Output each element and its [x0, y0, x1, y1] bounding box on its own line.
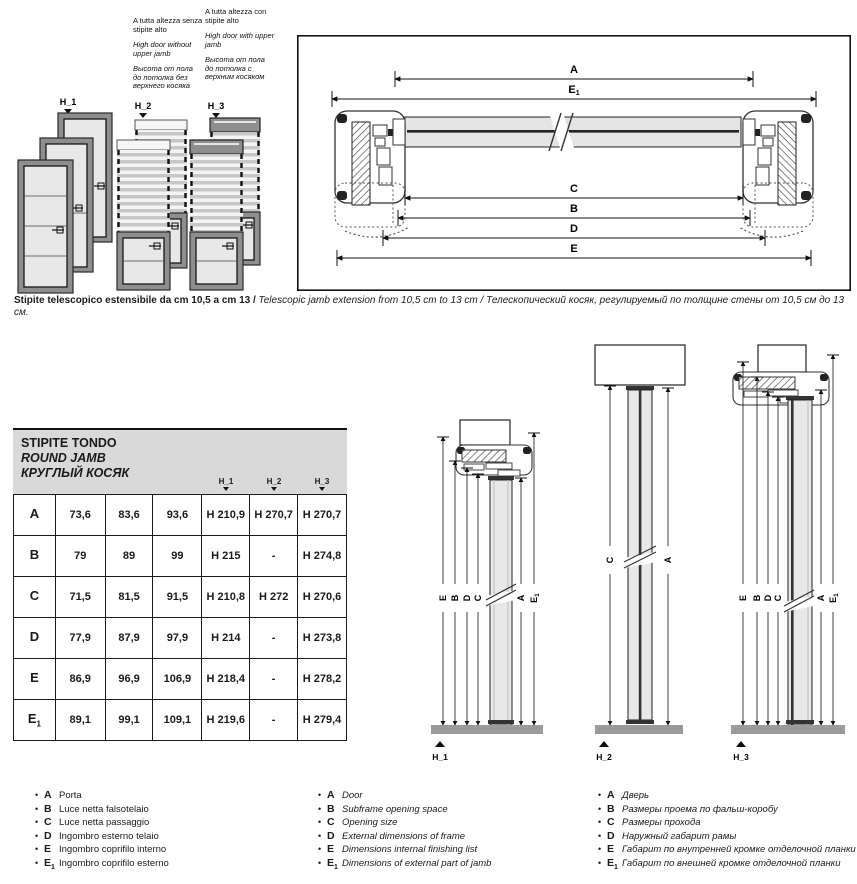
- dimension-table: [13, 428, 347, 741]
- table-title-ru: КРУГЛЫЙ КОСЯК: [21, 466, 130, 480]
- dim-label-e: E: [570, 243, 578, 255]
- caption-translations: Telescopic jamb extension from 10,5 cm to 13 cm / Телескопический косяк, регулируемый по толщине стены от 10,5 см до 13 см.: [14, 295, 845, 318]
- column-header-h2: H_2: [250, 477, 298, 491]
- dim-label-c: C: [773, 594, 783, 602]
- dim-label-e1: $E_1$: [529, 593, 541, 603]
- bullet-icon: •: [35, 790, 39, 800]
- door-h1-front: [18, 160, 73, 293]
- table-row: $E_1$ 89,1 99,1 109,1 H 219,6 - H 279,4: [14, 700, 347, 741]
- annotation-with-upper-jamb: [205, 8, 275, 89]
- down-arrow-icon: [139, 113, 147, 118]
- legend-item: • $E_1$ Габарит по внешней кромке отделочной планки: [598, 856, 841, 871]
- section-h1-label: H_1: [432, 752, 448, 762]
- bullet-icon: •: [35, 803, 39, 814]
- legend-item: • B Luce netta falsotelaio: [35, 802, 149, 815]
- dim-label-a: A: [663, 556, 673, 564]
- table-title: [21, 436, 129, 481]
- bullet-icon: •: [35, 817, 39, 827]
- legend-item: • D Наружный габарит рамы: [598, 829, 737, 842]
- bullet-icon: •: [598, 790, 602, 800]
- door-h2-front: [117, 140, 170, 290]
- up-arrow-icon: [736, 741, 746, 747]
- dim-label-c: C: [473, 594, 483, 602]
- legend-russian: [598, 789, 856, 870]
- table-header: [13, 428, 347, 494]
- bullet-icon: •: [318, 817, 322, 827]
- dim-label-d: D: [570, 223, 578, 235]
- legend-item: • E Dimensions internal finishing list: [318, 843, 478, 855]
- dim-label-e1: E1: [568, 84, 580, 97]
- legend-item: • C Размеры прохода: [598, 816, 701, 828]
- legend-item: • D External dimensions of frame: [318, 829, 466, 842]
- door-types-illustration: [6, 95, 290, 300]
- annotation-en: High door with upper jamb: [205, 31, 275, 49]
- bullet-icon: •: [598, 817, 602, 827]
- legend-item: • $E_1$ Dimensions of external part of jamb: [318, 856, 492, 871]
- bullet-icon: •: [318, 830, 322, 841]
- down-arrow-icon: [212, 113, 220, 118]
- table-title-en: ROUND JAMB: [21, 451, 106, 465]
- down-arrow-icon: [271, 487, 277, 491]
- door-group-h1-label: H_1: [59, 97, 77, 107]
- bullet-icon: •: [598, 844, 602, 854]
- table-row: B 79 89 99 H 215 - H 274,8: [14, 536, 347, 577]
- table-row: E 86,9 96,9 106,9 H 218,4 - H 278,2: [14, 659, 347, 700]
- legend-italian: [35, 789, 169, 870]
- door-group-h2-label: H_2: [134, 101, 152, 111]
- table-title-it: STIPITE TONDO: [21, 436, 117, 450]
- table-row: C 71,5 81,5 91,5 H 210,8 H 272 H 270,6: [14, 577, 347, 618]
- legend-item: • B Subframe opening space: [318, 802, 448, 815]
- dim-label-a: A: [570, 64, 578, 76]
- legend-item: • C Opening size: [318, 816, 398, 828]
- annotation-ru: Высота от пола до потолка без верхнего косяка: [133, 64, 193, 90]
- annotation-it: A tutta altezza con stipite alto: [205, 7, 267, 25]
- annotation-without-upper-jamb: [133, 17, 203, 98]
- legend-item: • A Porta: [35, 789, 82, 801]
- dim-label-b: B: [450, 594, 460, 602]
- dim-label-d: D: [763, 594, 773, 602]
- bullet-icon: •: [598, 830, 602, 841]
- legend-item: • A Дверь: [598, 789, 650, 801]
- section-h2-label: H_2: [596, 752, 612, 762]
- bullet-icon: •: [318, 803, 322, 814]
- bullet-icon: •: [35, 830, 39, 841]
- legend-item: • E Габарит по внутренней кромке отделочной планки: [598, 843, 856, 855]
- legend-item: • C Luce netta passaggio: [35, 816, 150, 828]
- table-row: A 73,6 83,6 93,6 H 210,9 H 270,7 H 270,7: [14, 495, 347, 536]
- annotation-it: A tutta altezza senza stipite alto: [133, 16, 203, 34]
- section-h3: [731, 345, 845, 762]
- legend-item: • $E_1$ Ingombro coprifilo esterno: [35, 856, 169, 871]
- legend-item: • B Размеры проема по фальш-коробу: [598, 802, 778, 815]
- bullet-icon: •: [35, 844, 39, 854]
- down-arrow-icon: [223, 487, 229, 491]
- legend-item: • D Ingombro esterno telaio: [35, 829, 159, 842]
- dim-label-b: B: [752, 594, 762, 602]
- door-h3-front: [190, 140, 243, 290]
- dim-label-c: C: [570, 183, 578, 195]
- legend-english: [318, 789, 491, 870]
- dim-label-b: B: [570, 203, 578, 215]
- bullet-icon: •: [318, 857, 322, 868]
- bullet-icon: •: [598, 857, 602, 868]
- dim-label-e: E: [438, 594, 448, 602]
- annotation-en: High door without upper jamb: [133, 40, 192, 58]
- dim-label-a: A: [516, 594, 526, 602]
- dim-label-d: D: [462, 594, 472, 602]
- dim-label-e: E: [738, 594, 748, 602]
- up-arrow-icon: [599, 741, 609, 747]
- vertical-sections-diagram: [400, 330, 857, 775]
- dim-label-e1: $E_1$: [828, 593, 840, 603]
- dim-label-a: A: [816, 594, 826, 602]
- section-h3-label: H_3: [733, 752, 749, 762]
- column-header-h1: H_1: [202, 477, 250, 491]
- bullet-icon: •: [598, 803, 602, 814]
- bullet-icon: •: [318, 844, 322, 854]
- legend-item: • E Ingombro coprifilo interno: [35, 843, 167, 855]
- up-arrow-icon: [435, 741, 445, 747]
- section-h2: [595, 345, 685, 762]
- down-arrow-icon: [319, 487, 325, 491]
- legend-item: • A Door: [318, 789, 363, 801]
- section-h1: [431, 420, 543, 762]
- spec-grid: [13, 494, 347, 741]
- bullet-icon: •: [35, 857, 39, 868]
- caption: [14, 295, 852, 319]
- dim-label-c: C: [605, 556, 615, 564]
- annotation-ru: Высота от пола до потолка с верхним косяком: [205, 55, 265, 81]
- jamb-plan-section-diagram: [297, 35, 851, 291]
- column-header-h3: H_3: [298, 477, 346, 491]
- caption-italian: Stipite telescopico estensibile da cm 10,5 a cm 13 /: [14, 295, 256, 306]
- door-group-h3-label: H_3: [207, 101, 225, 111]
- bullet-icon: •: [318, 790, 322, 800]
- table-row: D 77,9 87,9 97,9 H 214 - H 273,8: [14, 618, 347, 659]
